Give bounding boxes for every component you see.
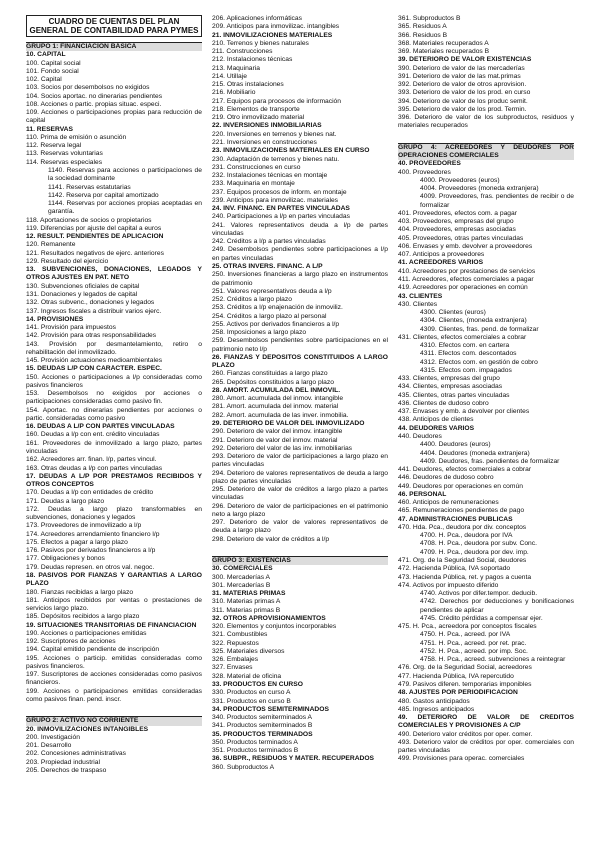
account-line: 141. Provisión para impuestos (26, 324, 116, 332)
account-line: 230. Adaptación de terrenos y bienes natu. (212, 155, 340, 163)
account-line: 474. Activos por impuesto diferido (398, 581, 499, 589)
account-group-heading: 13. SUBVENCIONES, DONACIONES, LEGADOS Y OTROS AJUSTES EN PAT. NETO (26, 266, 202, 282)
account-line: 434. Clientes, empresas asociadas (398, 383, 503, 391)
account-line: 242. Créditos a l/p a partes vinculadas (212, 238, 326, 246)
account-line: 231. Construcciones en curso (212, 163, 301, 171)
account-line: 100. Capital social (26, 59, 81, 67)
account-line: 252. Créditos a largo plazo (212, 296, 292, 304)
account-line: 438. Anticipos de clientes (398, 416, 474, 424)
account-line: 300. Mercaderías A (212, 573, 270, 581)
account-line: 351. Productos terminados B (212, 747, 299, 755)
account-line: 145. Provisión actuaciones medioambientales (26, 357, 163, 365)
account-line: 209. Anticipos para inmovilizac. intangibles (212, 23, 340, 31)
account-group-heading: 17. DEUDAS A L/P POR PRÉSTAMOS RECIBIDOS Y OTROS CONCEPTOS (26, 472, 202, 489)
subaccount-line: 4409. Deudores, fras. pendientes de formalizar (420, 457, 560, 465)
account-line: 446. Deudores de dudoso cobro (398, 474, 494, 482)
account-line: 436. Clientes de dudoso cobro (398, 399, 489, 407)
account-line: 110. Prima de emisión o asunción (26, 133, 127, 141)
account-line: 410. Acreedores por prestaciones de servicios (398, 267, 536, 275)
account-line: 214. Utillaje (212, 72, 247, 80)
account-line: 181. Anticipos recibidos por ventas o prestaciones de servicios largo plazo. (26, 596, 202, 613)
account-line: 406. Envases y emb. devolver a proveedores (398, 242, 533, 250)
account-line: 170. Deudas a l/p con entidades de crédito (26, 489, 154, 497)
account-line: 473. Hacienda Pública, ret. y pagos a cuenta (398, 573, 532, 581)
account-line: 177. Obligaciones y bonos (26, 555, 105, 563)
account-line: 296. Deterioro de valor de participaciones en el patrimonio neto a largo plazo (212, 502, 388, 518)
account-line: 331. Productos en curso B (212, 697, 291, 705)
column-1 (26, 15, 202, 775)
account-line: 197. Suscriptores de acciones consideradas como pasivos financieros. (26, 671, 202, 687)
account-line: 350. Productos terminados A (212, 738, 298, 746)
account-line: 477. Hacienda Pública, IVA repercutido (398, 672, 514, 680)
account-line: 430. Clientes (398, 300, 438, 308)
account-line: 298. Deterioro de valor de créditos a l/p (212, 535, 330, 543)
account-line: 280. Amort. acumulada del inmov. intangible (212, 395, 344, 403)
subaccount-line: 1140. Reservas para acciones o participaciones de la sociedad dominante (48, 166, 202, 183)
account-line: 160. Deudas a l/p con ent. crédito vinculadas (26, 431, 160, 439)
account-line: 101. Fondo social (26, 67, 79, 75)
account-line: 330. Productos en curso A (212, 689, 291, 697)
account-line: 396. Deterioro de valor de los subproductos, residuos y materiales recuperados (398, 114, 574, 130)
group-heading: GRUPO 2: ACTIVO NO CORRIENTE (26, 716, 202, 725)
account-line: 325. Materiales diversos (212, 647, 285, 655)
account-line: 162. Acreedores arr. finan. l/p, partes vincul. (26, 456, 157, 464)
account-line: 179. Deudas represen. en otros val. negoc. (26, 563, 155, 571)
account-group-heading: 41. ACREEDORES VARIOS (398, 259, 484, 267)
account-line: 311. Materias primas B (212, 606, 281, 614)
account-line: 281. Amort. acumulada del inmov. material (212, 403, 339, 411)
account-line: 192. Suscriptores de acciones (26, 638, 116, 646)
account-group-heading: 10. CAPITAL (26, 51, 66, 59)
account-line: 493. Deterioro valor de créditos por oper. comerciales con partes vinculadas (398, 738, 574, 755)
subaccount-line: 4004. Proveedores (moneda extranjera) (420, 185, 539, 193)
account-line: 361. Subproductos B (398, 15, 461, 22)
account-line: 291. Deterioro de valor del inmov. material (212, 436, 338, 444)
account-line: 472. Hacienda Pública, IVA soportado (398, 565, 511, 573)
account-line: 499. Provisiones para operac. comerciales (398, 755, 525, 763)
account-line: 195. Acciones o particip. emitidas consideradas como pasivos financieros. (26, 654, 202, 670)
account-line: 239. Anticipos para inmovilizac. materiales (212, 196, 339, 204)
subaccount-line: 4312. Efectos com. en gestión de cobro (420, 358, 538, 366)
account-line: 132. Otras subvenc., donaciones y legados (26, 299, 155, 307)
account-line: 449. Deudores por operaciones en común (398, 482, 523, 490)
account-line: 437. Envases y emb. a devolver por clientes (398, 408, 530, 416)
account-group-heading: 20. INMOVILIZACIONES INTANGIBLES (26, 725, 149, 733)
account-group-heading: 15. DEUDAS L/P CON CARÁCTER. ESPEC. (26, 365, 162, 373)
account-line: 200. Investigación (26, 733, 80, 741)
account-line: 479. Pasivos diferen. temporarias imponibles (398, 680, 532, 688)
account-line: 366. Residuos B (398, 31, 448, 39)
account-line: 294. Deterioro de valores representativos de deuda a largo plazo de partes vinculadas (212, 469, 388, 485)
account-line: 173. Proveedores de inmovilizado a l/p (26, 522, 142, 530)
account-line: 340. Productos semiterminados A (212, 714, 312, 722)
subaccount-line: 4310. Efectos com. en cartera (420, 342, 510, 350)
subaccount-line: 4400. Deudores (euros) (420, 441, 491, 449)
account-group-heading: 11. RESERVAS (26, 125, 73, 133)
account-line: 341. Productos semiterminados B (212, 722, 313, 730)
account-line: 180. Fianzas recibidas a largo plazo (26, 588, 134, 596)
account-line: 322. Repuestos (212, 639, 259, 647)
account-group-heading: 35. PRODUCTOS TERMINADOS (212, 730, 313, 738)
account-line: 390. Deterioro de valor de las mercaderías (398, 64, 525, 72)
account-line: 485. Ingresos anticipados (398, 705, 475, 713)
group-heading: GRUPO 1: FINANCIACIÓN BÁSICA (26, 42, 202, 51)
account-line: 394. Deterioro de valor de los produc semit. (398, 97, 528, 105)
account-line: 440. Deudores (398, 433, 442, 441)
account-line: 392. Deterioro de valor de otros aprovision. (398, 81, 527, 89)
account-line: 328. Material de oficina (212, 672, 282, 680)
account-line: 282. Amort. acumulada de las inver. inmobilia. (212, 411, 349, 419)
account-group-heading: 29. DETERIORO DE VALOR DEL INMOVILIZADO (212, 420, 365, 428)
account-line: 435. Clientes, otras partes vinculadas (398, 391, 510, 399)
account-line: 163. Otras deudas a l/p con partes vinculadas (26, 464, 163, 472)
account-line: 104. Socios aportac. no dinerarias pendientes (26, 92, 163, 100)
subaccount-line: 4758. H. Pca., acreed. subvenciones a reintegrar (420, 656, 566, 664)
account-group-heading: 21. INMOVILIZACIONES MATERIALES (212, 31, 333, 39)
account-line: 212. Instalaciones técnicas (212, 56, 293, 64)
account-line: 400. Proveedores (398, 168, 451, 176)
account-line: 258. Imposiciones a largo plazo (212, 329, 307, 337)
account-line: 129. Resultado del ejercicio (26, 257, 109, 265)
account-line: 219. Otro inmovilizado material (212, 114, 305, 122)
account-line: 365. Residuos A (398, 23, 447, 31)
account-line: 253. Créditos a l/p enajenación de inmoviliz. (212, 304, 343, 312)
account-line: 143. Provisión por desmantelamiento, retiro o rehabilitación del inmovilizado. (26, 340, 202, 356)
spacer (212, 544, 388, 554)
subaccount-line: 4404. Deudores (moneda extranjera) (420, 449, 530, 457)
account-line: 154. Aportac. no dinerarias pendientes por acciones o partic. consideradas como pasivo (26, 406, 202, 422)
account-line: 142. Provisión para otras responsabilidades (26, 332, 157, 340)
account-line: 360. Subproductos A (212, 763, 275, 771)
spacer (398, 131, 574, 141)
account-line: 176. Pasivos por derivados financieros a l/p (26, 547, 156, 555)
account-line: 213. Maquinaria (212, 64, 260, 72)
group-heading: GRUPO 3: EXISTENCIAS (212, 556, 388, 565)
account-group-heading: 48. AJUSTES POR PERIODIFICACIÓN (398, 689, 518, 697)
account-line: 185. Depósitos recibidos a largo plazo (26, 613, 140, 621)
account-group-heading: 43. CLIENTES (398, 292, 443, 300)
account-line: 233. Maquinaria en montaje (212, 180, 295, 188)
account-line: 121. Resultados negativos de ejerc. anteriores (26, 249, 164, 257)
account-line: 113. Reservas voluntarias (26, 150, 103, 158)
account-line: 174. Acreedores arrendamiento financiero l/p (26, 530, 160, 538)
account-line: 475. H. Pca., acreedora por conceptos fiscales (398, 623, 537, 631)
account-line: 290. Deterioro de valor del inmov. intangible (212, 428, 343, 436)
account-group-heading: 49. DETERIORO DE VALOR DE CRÉDITOS COMERCIALES Y PROVISIONES A C/P (398, 714, 574, 730)
account-line: 254. Créditos a largo plazo al personal (212, 312, 327, 320)
account-group-heading: 34. PRODUCTOS SEMITERMINADOS (212, 705, 329, 713)
account-line: 433. Clientes, empresas del grupo (398, 375, 500, 383)
account-group-heading: 44. DEUDORES VARIOS (398, 424, 475, 432)
subaccount-line: 4742. Derechos por deducciones y bonificaciones pendientes de aplicar (420, 598, 574, 614)
account-line: 465. Remuneraciones pendientes de pago (398, 507, 525, 515)
account-group-heading: 22. INVERSIONES INMOBILIARIAS (212, 122, 322, 130)
account-line: 202. Concesiones administrativas (26, 750, 126, 758)
account-line: 114. Reservas especiales (26, 158, 103, 166)
subaccount-line: 4750. H. Pca., acreed. por IVA (420, 631, 511, 639)
account-line: 171. Deudas a largo plazo (26, 497, 105, 505)
account-group-heading: 46. PERSONAL (398, 490, 447, 498)
account-line: 241. Valores representativos deuda a l/p de partes vinculadas (212, 221, 388, 237)
subaccount-line: 4752. H. Pca., acreed. por imp. Soc. (420, 647, 528, 655)
account-group-heading: 19. SITUACIONES TRANSITORIAS DE FINANCIACIÓN (26, 621, 197, 629)
account-line: 216. Mobiliario (212, 89, 256, 97)
account-line: 161. Proveedores de inmovilizado a largo plazo, partes vinculadas (26, 439, 202, 456)
account-line: 249. Desembolsos pendientes sobre participaciones a l/p en partes vinculadas (212, 246, 388, 262)
account-line: 109. Acciones o participaciones propias para reducción de capital (26, 109, 202, 125)
account-line: 441. Deudores, efectos comerciales a cobrar (398, 466, 532, 474)
account-line: 411. Acreedores, efectos comerciales a pagar (398, 275, 534, 283)
account-line: 480. Gastos anticipados (398, 697, 470, 705)
account-group-heading: 25. OTRAS INVERS. FINANC. A L/P (212, 262, 323, 270)
account-line: 326. Embalajes (212, 656, 259, 664)
group-heading: GRUPO 4: ACREEDORES Y DEUDORES POR OPERACIONES COMERCIALES (398, 143, 574, 159)
account-line: 369. Materiales recuperados B (398, 48, 490, 56)
account-line: 120. Remanente (26, 241, 76, 249)
column-2 (212, 15, 388, 772)
account-line: 215. Otras instalaciones (212, 81, 284, 89)
account-line: 130. Subvenciones oficiales de capital (26, 282, 140, 290)
account-line: 403. Proveedores, empresas del grupo (398, 218, 514, 226)
subaccount-line: 4709. H. Pca., deudora por dev. imp. (420, 548, 529, 556)
account-line: 175. Efectos a pagar a largo plazo (26, 538, 128, 546)
chart-of-accounts-page (26, 15, 574, 839)
account-line: 103. Socios por desembolsos no exigidos (26, 84, 150, 92)
subaccount-line: 4315. Efectos com. impagados (420, 366, 512, 374)
account-group-heading: 24. INV. FINANC. EN PARTES VINCULADAS (212, 205, 350, 213)
account-line: 102. Capital (26, 76, 62, 84)
account-line: 401. Proveedores, efectos com. a pagar (398, 209, 517, 217)
account-line: 211. Construcciones (212, 48, 273, 56)
account-line: 292. Deterioro del valor de las inv. inmobiliarias (212, 444, 353, 452)
account-line: 301. Mercaderías B (212, 581, 271, 589)
subaccount-line: 4304. Clientes, (moneda extranjera) (420, 317, 527, 325)
account-line: 310. Materias primas A (212, 598, 281, 606)
account-line: 251. Valores representativos deuda a l/p (212, 287, 332, 295)
account-line: 199. Acciones o participaciones emitidas consideradas como pasivos finan. pend. inscr. (26, 687, 202, 703)
subaccount-line: 1141. Reservas estatutarias (48, 183, 131, 191)
account-group-heading: 12. RESULT. PENDIENTES DE APLICACIÓN (26, 233, 164, 241)
account-line: 404. Proveedores, empresas asociadas (398, 226, 516, 234)
subaccount-line: 1142. Reserva por capital amortizado (48, 191, 159, 199)
account-line: 490. Deterioro valor créditos por oper. comer. (398, 730, 533, 738)
account-line: 119. Diferencias por ajuste del capital a euros (26, 224, 162, 232)
account-group-heading: 28. AMORT. ACUMULADA DEL INMOVIL. (212, 386, 341, 394)
account-group-heading: 32. OTROS APROVISIONAMIENTOS (212, 614, 326, 622)
account-line: 240. Participaciones a l/p en partes vinculadas (212, 213, 350, 221)
account-line: 321. Combustibles (212, 631, 268, 639)
subaccount-line: 4740. Activos por difer.tempor. deducib. (420, 590, 538, 598)
spacer (26, 704, 202, 714)
account-line: 405. Proveedores, otras partes vinculadas (398, 234, 524, 242)
account-line: 172. Deudas a largo plazo transformables en subvenciones, donaciones y legados (26, 505, 202, 522)
account-line: 419. Acreedores por operaciones en común (398, 284, 528, 292)
account-line: 295. Deterioro de valor de créditos a largo plazo a partes vinculadas (212, 486, 388, 502)
subaccount-line: 1144. Reservas por acciones propias aceptadas en garantía. (48, 200, 202, 216)
subaccount-line: 4309. Clientes, fras. pend. de formalizar (420, 325, 539, 333)
account-line: 460. Anticipos de remuneraciones (398, 499, 499, 507)
account-line: 112. Reserva legal (26, 142, 82, 150)
account-line: 265. Depósitos constituidos a largo plazo (212, 378, 334, 386)
account-group-heading: 31. MATERIAS PRIMAS (212, 590, 286, 598)
subaccount-line: 4708. H. Pca., deudora por subv. Conc. (420, 540, 537, 548)
account-line: 232. Instalaciones técnicas en montaje (212, 172, 328, 180)
subaccount-line: 4000. Proveedores (euros) (420, 176, 500, 184)
account-group-heading: 47. ADMINISTRACIONES PÚBLICAS (398, 515, 513, 523)
account-line: 327. Envases (212, 664, 253, 672)
account-line: 217. Equipos para procesos de información (212, 97, 341, 105)
account-line: 194. Capital emitido pendiente de inscripción (26, 646, 160, 654)
account-line: 259. Desembolsos pendientes sobre participaciones en el patrimonio neto l/p (212, 337, 388, 353)
subaccount-line: 4300. Clientes (euros) (420, 309, 486, 317)
account-group-heading: 16. DEUDAS A L/P CON PARTES VINCULADAS (26, 423, 175, 431)
subaccount-line: 4751. H. Pca., acreed. por ret. prac. (420, 639, 527, 647)
subaccount-line: 4700. H. Pca., deudora por IVA (420, 532, 513, 540)
account-line: 470. Hda. Pca., deudora por div. conceptos (398, 523, 527, 531)
account-line: 137. Ingresos fiscales a distribuir varios ejerc. (26, 307, 162, 315)
account-line: 368. Materiales recuperados A (398, 39, 489, 47)
account-line: 131. Donaciones y legados de capital (26, 290, 138, 298)
account-line: 391. Deterioro de valor de las mat.primas (398, 72, 521, 80)
account-line: 150. Acciones o participaciones a l/p consideradas como pasivos financieros (26, 373, 202, 389)
column-3 (398, 15, 574, 764)
account-line: 293. Deterioro de valor de participaciones a largo plazo en partes vinculadas (212, 453, 388, 469)
account-group-heading: 39. DETERIORO DE VALOR EXISTENCIAS (398, 56, 532, 64)
account-line: 108. Acciones o partic. propias situac. especi. (26, 100, 162, 108)
subaccount-line: 4009. Proveedores, fras. pendientes de recibir o de formalizar (420, 193, 574, 209)
account-line: 431. Clientes, efectos comerciales a cobrar (398, 333, 527, 341)
account-group-heading: 26. FIANZAS Y DEPÓSITOS CONSTITUIDOS A LARGO PLAZO (212, 353, 388, 370)
account-line: 153. Desembolsos no exigidos por acciones o participaciones consideradas como pasivo fin. (26, 390, 202, 406)
account-group-heading: 33. PRODUCTOS EN CURSO (212, 680, 303, 688)
account-line: 393. Deterioro de valor de los prod. en curso (398, 89, 531, 97)
account-group-heading: 18. PASIVOS POR FIANZAS Y GARANTÍAS A LARGO PLAZO (26, 572, 202, 588)
account-line: 250. Inversiones financieras a largo plazo en instrumentos de patrimonio (212, 271, 388, 287)
subaccount-line: 4745. Crédito pérdidas a compensar ejer. (420, 614, 543, 622)
account-line: 218. Elementos de transporte (212, 105, 300, 113)
account-group-heading: 30. COMERCIALES (212, 565, 273, 573)
account-group-heading: 14. PROVISIONES (26, 315, 84, 323)
account-line: 220. Inversiones en terrenos y bienes nat. (212, 130, 337, 138)
account-line: 476. Org. de la Seguridad Social, acreedores (398, 664, 532, 672)
subaccount-line: 4311. Efectos com. descontados (420, 350, 517, 358)
account-line: 118. Aportaciones de socios o propietarios (26, 216, 152, 224)
account-line: 201. Desarrollo (26, 742, 72, 750)
account-line: 237. Equipos procesos de inform. en montaje (212, 188, 347, 196)
account-line: 320. Elementos y conjuntos incorporables (212, 623, 337, 631)
account-line: 471. Org. de la Seguridad Social, deudores (398, 557, 527, 564)
account-line: 260. Fianzas constituidas a largo plazo (212, 370, 328, 378)
account-line: 190. Acciones o participaciones emitidas (26, 629, 147, 637)
account-line: 203. Propiedad industrial (26, 758, 100, 766)
account-group-heading: 40. PROVEEDORES (398, 160, 461, 168)
account-line: 297. Deterioro de valor de valores representativos de deuda a largo plazo (212, 519, 388, 535)
account-line: 210. Terrenos y bienes naturales (212, 39, 309, 47)
account-line: 407. Anticipos a proveedores (398, 251, 485, 259)
account-line: 221. Inversiones en construcciones (212, 138, 317, 146)
account-line: 205. Derechos de traspaso (26, 766, 107, 774)
account-group-heading: 23. INMOVILIZACIONES MATERIALES EN CURSO (212, 147, 370, 155)
account-line: 395. Deterioro de valor de los prod. Termin. (398, 105, 527, 113)
account-line: 255. Activos por derivados financieros a l/p (212, 320, 340, 328)
page-title: CUADRO DE CUENTAS DEL PLAN GENERAL DE CONTABILIDAD PARA PYMES (26, 15, 202, 37)
account-line: 206. Aplicaciones informáticas (212, 15, 302, 22)
account-group-heading: 36. SUBPR., RESIDUOS Y MATER. RECUPERADOS (212, 755, 375, 763)
